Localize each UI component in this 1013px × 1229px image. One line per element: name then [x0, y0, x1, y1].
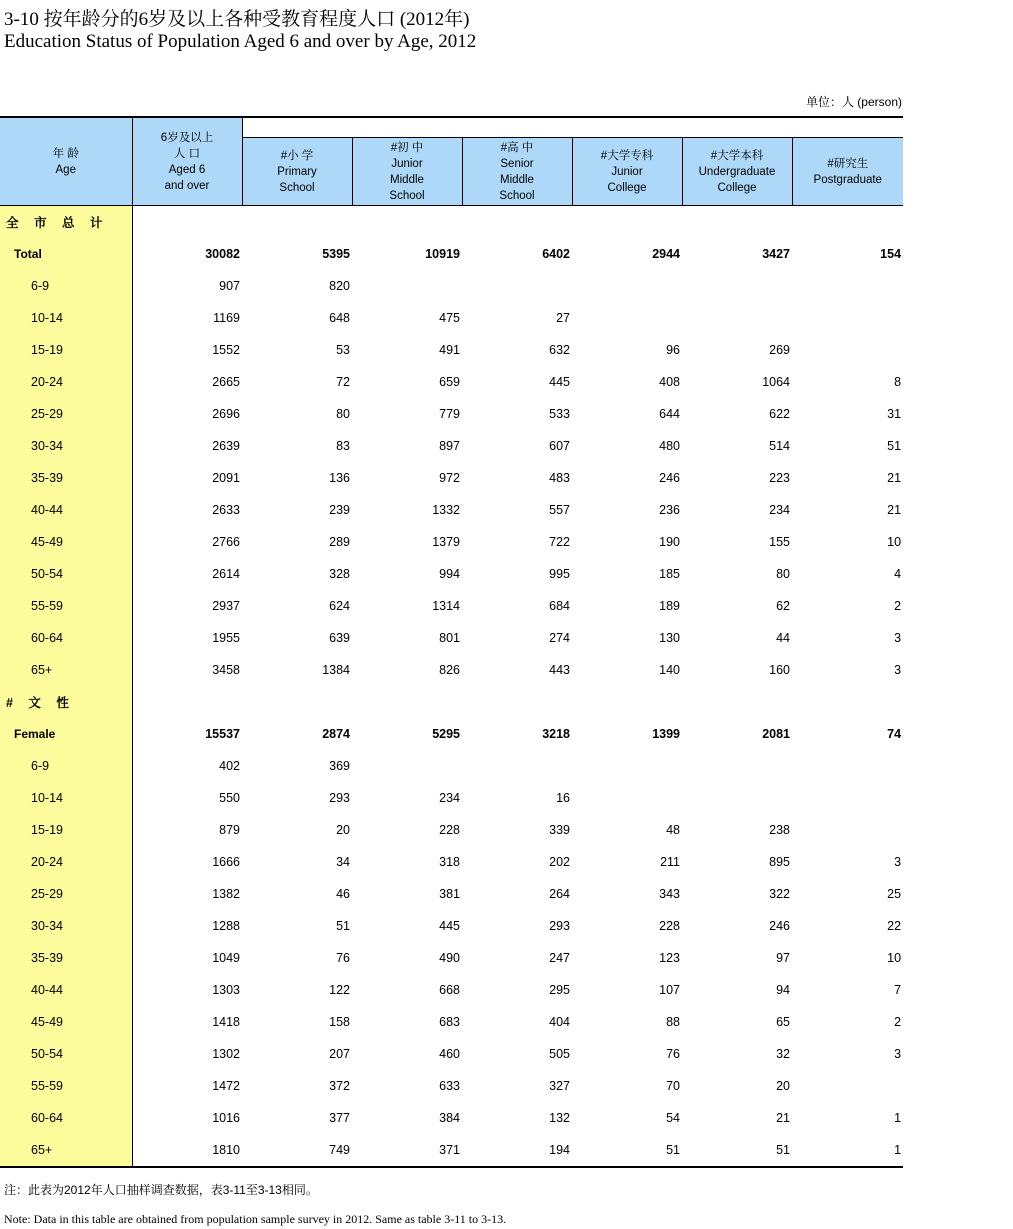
- value-cell: 25: [887, 887, 902, 901]
- value-cell: 1666: [212, 855, 240, 869]
- value-cell: 246: [769, 919, 790, 933]
- row-label: 6-9: [0, 750, 132, 782]
- value-cell: 644: [659, 407, 680, 421]
- value-cell: 76: [336, 951, 350, 965]
- value-cell: [462, 270, 572, 302]
- value-cell: [572, 302, 682, 334]
- value-cell: 550: [219, 791, 240, 805]
- value-cell: [242, 206, 352, 239]
- value-cell: 749: [242, 1134, 352, 1167]
- header-junior-college: #大学专科 Junior College: [572, 138, 682, 206]
- row-label: 25-29: [0, 398, 132, 430]
- value-cell: 122: [329, 983, 350, 997]
- value-cell: 480: [659, 439, 680, 453]
- value-cell: 96: [666, 343, 680, 357]
- value-cell: 339: [549, 823, 570, 837]
- value-cell: [682, 206, 792, 239]
- value-cell: 51: [887, 439, 902, 453]
- value-cell: 3: [894, 631, 902, 645]
- row-label: 20-24: [0, 846, 132, 878]
- value-cell: 21: [887, 471, 902, 485]
- table-row: [0, 526, 903, 558]
- value-cell: 190: [659, 535, 680, 549]
- value-cell: 211: [660, 855, 680, 869]
- data-table-container: [0, 116, 903, 1168]
- value-cell: 16: [556, 791, 570, 805]
- value-cell: 820: [329, 279, 350, 293]
- header-spacer: [242, 117, 903, 138]
- value-cell: 295: [549, 983, 570, 997]
- value-cell: 3: [894, 663, 902, 677]
- value-cell: 51: [572, 1134, 682, 1167]
- value-cell: 607: [549, 439, 570, 453]
- value-cell: 54: [666, 1111, 680, 1125]
- value-cell: 34: [336, 855, 350, 869]
- value-cell: 475: [439, 311, 460, 325]
- value-cell: 189: [659, 599, 680, 613]
- value-cell: 1314: [432, 599, 460, 613]
- value-cell: 1418: [212, 1015, 240, 1029]
- value-cell: 21: [887, 503, 902, 517]
- value-cell: 1955: [212, 631, 240, 645]
- table-row: [0, 622, 903, 654]
- value-cell: 633: [439, 1079, 460, 1093]
- value-cell: 490: [439, 951, 460, 965]
- value-cell: 27: [556, 311, 570, 325]
- table-row: [0, 782, 903, 814]
- value-cell: 779: [439, 407, 460, 421]
- value-cell: 2937: [212, 599, 240, 613]
- value-cell: 826: [439, 663, 460, 677]
- section-header-row: [0, 686, 903, 718]
- value-cell: 377: [329, 1111, 350, 1125]
- value-cell: 2081: [762, 727, 790, 741]
- value-cell: 65: [776, 1015, 790, 1029]
- row-label: 35-39: [0, 462, 132, 494]
- table-row: [0, 654, 903, 686]
- value-cell: 1332: [432, 503, 460, 517]
- value-cell: 2633: [212, 503, 240, 517]
- value-cell: [572, 782, 682, 814]
- value-cell: 10: [887, 951, 902, 965]
- value-cell: 202: [549, 855, 570, 869]
- table-row: [0, 814, 903, 846]
- value-cell: 80: [336, 407, 350, 421]
- value-cell: 322: [769, 887, 790, 901]
- value-cell: 879: [219, 823, 240, 837]
- value-cell: 289: [329, 535, 350, 549]
- value-cell: 21: [776, 1111, 790, 1125]
- row-label: 15-19: [0, 334, 132, 366]
- header-age: 年 龄 Age: [0, 117, 132, 206]
- value-cell: 44: [776, 631, 790, 645]
- value-cell: 648: [329, 311, 350, 325]
- table-row: [0, 974, 903, 1006]
- value-cell: 160: [769, 663, 790, 677]
- value-cell: 136: [329, 471, 350, 485]
- row-label: 25-29: [0, 878, 132, 910]
- row-label: 6-9: [0, 270, 132, 302]
- row-label: 60-64: [0, 1102, 132, 1134]
- table-row: [0, 270, 903, 302]
- value-cell: 371: [352, 1134, 462, 1167]
- value-cell: [352, 686, 462, 718]
- table-title-english: Education Status of Population Aged 6 and over by Age, 2012: [4, 31, 477, 52]
- value-cell: 132: [549, 1111, 570, 1125]
- value-cell: 624: [329, 599, 350, 613]
- value-cell: [792, 750, 903, 782]
- value-cell: 5395: [322, 247, 350, 261]
- value-cell: 1382: [212, 887, 240, 901]
- row-label: 55-59: [0, 590, 132, 622]
- row-label: Total: [0, 238, 132, 270]
- value-cell: 514: [769, 439, 790, 453]
- table-row: [0, 910, 903, 942]
- row-label: Female: [0, 718, 132, 750]
- value-cell: [682, 750, 792, 782]
- value-cell: 269: [769, 343, 790, 357]
- value-cell: 234: [769, 503, 790, 517]
- value-cell: 1552: [212, 343, 240, 357]
- value-cell: 1169: [213, 311, 240, 325]
- value-cell: 1399: [652, 727, 680, 741]
- table-row: [0, 1006, 903, 1038]
- value-cell: 234: [439, 791, 460, 805]
- value-cell: [682, 302, 792, 334]
- table-row: [0, 590, 903, 622]
- value-cell: [792, 1070, 903, 1102]
- row-label: 50-54: [0, 558, 132, 590]
- value-cell: 327: [549, 1079, 570, 1093]
- value-cell: 20: [336, 823, 350, 837]
- group-total-row: [0, 718, 903, 750]
- value-cell: 1064: [762, 375, 790, 389]
- value-cell: 639: [329, 631, 350, 645]
- value-cell: [792, 206, 903, 239]
- value-cell: [462, 686, 572, 718]
- value-cell: 228: [659, 919, 680, 933]
- unit-label: 单位：人 (person): [805, 95, 902, 109]
- row-label: 20-24: [0, 366, 132, 398]
- table-row: [0, 334, 903, 366]
- table-row: [0, 942, 903, 974]
- value-cell: 293: [329, 791, 350, 805]
- header-junior-middle-school: #初 中 Junior Middle School: [352, 138, 462, 206]
- value-cell: 722: [549, 535, 570, 549]
- value-cell: 402: [219, 759, 240, 773]
- value-cell: 622: [769, 407, 790, 421]
- value-cell: [572, 686, 682, 718]
- value-cell: 668: [439, 983, 460, 997]
- table-row: [0, 846, 903, 878]
- value-cell: 369: [329, 759, 350, 773]
- value-cell: 1: [792, 1134, 903, 1167]
- value-cell: 384: [439, 1111, 460, 1125]
- value-cell: 1384: [322, 663, 350, 677]
- value-cell: 293: [549, 919, 570, 933]
- table-row: [0, 462, 903, 494]
- row-label: 35-39: [0, 942, 132, 974]
- table-row: [0, 302, 903, 334]
- value-cell: 505: [549, 1047, 570, 1061]
- value-cell: 1303: [212, 983, 240, 997]
- value-cell: 48: [666, 823, 680, 837]
- value-cell: 1810: [132, 1134, 242, 1167]
- section-header-row: [0, 206, 903, 239]
- value-cell: 31: [887, 407, 902, 421]
- footnote-chinese: 注：此表为2012年人口抽样调查数据，表3-11至3-13相同。: [4, 1183, 318, 1197]
- value-cell: 2944: [652, 247, 680, 261]
- header-senior-middle-school: #高 中 Senior Middle School: [462, 138, 572, 206]
- value-cell: 443: [549, 663, 570, 677]
- value-cell: 445: [549, 375, 570, 389]
- value-cell: 6402: [542, 247, 570, 261]
- row-label: 45-49: [0, 1006, 132, 1038]
- value-cell: 995: [549, 567, 570, 581]
- value-cell: 94: [776, 983, 790, 997]
- value-cell: [792, 782, 903, 814]
- value-cell: 274: [549, 631, 570, 645]
- value-cell: 158: [329, 1015, 350, 1029]
- group-total-row: [0, 238, 903, 270]
- row-label: 65+: [0, 654, 132, 686]
- value-cell: 1472: [212, 1079, 240, 1093]
- value-cell: 20: [776, 1079, 790, 1093]
- value-cell: [352, 750, 462, 782]
- value-cell: 72: [336, 375, 350, 389]
- value-cell: 155: [769, 535, 790, 549]
- value-cell: 74: [887, 727, 902, 741]
- value-cell: 2766: [212, 535, 240, 549]
- value-cell: 1049: [212, 951, 240, 965]
- value-cell: 343: [659, 887, 680, 901]
- value-cell: 247: [549, 951, 570, 965]
- value-cell: 1: [894, 1111, 902, 1125]
- education-status-table: [0, 116, 903, 1168]
- value-cell: 557: [549, 503, 570, 517]
- value-cell: 88: [666, 1015, 680, 1029]
- table-row: [0, 430, 903, 462]
- value-cell: 632: [549, 343, 570, 357]
- value-cell: 445: [439, 919, 460, 933]
- table-title-chinese: 3-10 按年龄分的6岁及以上各种受教育程度人口 (2012年): [4, 9, 470, 30]
- value-cell: [462, 750, 572, 782]
- value-cell: 2: [894, 599, 902, 613]
- value-cell: 1288: [212, 919, 240, 933]
- row-label: # 文 性: [0, 686, 132, 718]
- value-cell: 130: [659, 631, 680, 645]
- value-cell: 51: [682, 1134, 792, 1167]
- value-cell: 236: [659, 503, 680, 517]
- value-cell: 8: [894, 375, 902, 389]
- value-cell: [572, 750, 682, 782]
- table-row: [0, 1070, 903, 1102]
- value-cell: [352, 270, 462, 302]
- value-cell: 3427: [762, 247, 790, 261]
- value-cell: 223: [769, 471, 790, 485]
- value-cell: 123: [659, 951, 680, 965]
- value-cell: [792, 686, 903, 718]
- value-cell: 53: [336, 343, 350, 357]
- value-cell: 318: [439, 855, 460, 869]
- value-cell: 907: [219, 279, 240, 293]
- value-cell: [132, 206, 242, 239]
- value-cell: 2665: [212, 375, 240, 389]
- value-cell: [792, 270, 903, 302]
- value-cell: 5295: [432, 727, 460, 741]
- value-cell: 994: [439, 567, 460, 581]
- value-cell: 372: [329, 1079, 350, 1093]
- value-cell: 460: [439, 1047, 460, 1061]
- value-cell: 76: [666, 1047, 680, 1061]
- value-cell: [352, 206, 462, 239]
- table-row: [0, 366, 903, 398]
- value-cell: 22: [887, 919, 902, 933]
- row-label: 30-34: [0, 910, 132, 942]
- value-cell: 2639: [212, 439, 240, 453]
- value-cell: 30082: [205, 247, 240, 261]
- header-undergraduate-college: #大学本科 Undergraduate College: [682, 138, 792, 206]
- value-cell: 4: [894, 567, 902, 581]
- value-cell: 46: [336, 887, 350, 901]
- value-cell: 972: [439, 471, 460, 485]
- value-cell: 659: [439, 375, 460, 389]
- value-cell: 246: [659, 471, 680, 485]
- value-cell: 328: [329, 567, 350, 581]
- value-cell: 107: [659, 983, 680, 997]
- value-cell: 1302: [212, 1047, 240, 1061]
- value-cell: 140: [659, 663, 680, 677]
- value-cell: 185: [659, 567, 680, 581]
- header-postgraduate: #研究生 Postgraduate: [792, 138, 903, 206]
- value-cell: 408: [659, 375, 680, 389]
- value-cell: 381: [439, 887, 460, 901]
- table-row: [0, 1134, 903, 1167]
- row-label: 10-14: [0, 302, 132, 334]
- value-cell: 3218: [542, 727, 570, 741]
- value-cell: 228: [439, 823, 460, 837]
- table-row: [0, 750, 903, 782]
- row-label: 30-34: [0, 430, 132, 462]
- row-label: 60-64: [0, 622, 132, 654]
- value-cell: 483: [549, 471, 570, 485]
- value-cell: 32: [776, 1047, 790, 1061]
- value-cell: 491: [439, 343, 460, 357]
- value-cell: 264: [549, 887, 570, 901]
- value-cell: [792, 814, 903, 846]
- table-body: [0, 206, 903, 1168]
- value-cell: [792, 334, 903, 366]
- value-cell: 7: [894, 983, 902, 997]
- table-row: [0, 558, 903, 590]
- table-row: [0, 878, 903, 910]
- value-cell: 238: [769, 823, 790, 837]
- value-cell: 404: [549, 1015, 570, 1029]
- value-cell: 3: [894, 1047, 902, 1061]
- row-label: 50-54: [0, 1038, 132, 1070]
- header-total-aged-6-and-over: 6岁及以上 人 口 Aged 6 and over: [132, 117, 242, 206]
- value-cell: 683: [439, 1015, 460, 1029]
- row-label: 45-49: [0, 526, 132, 558]
- value-cell: 2874: [322, 727, 350, 741]
- value-cell: 895: [769, 855, 790, 869]
- value-cell: [572, 206, 682, 239]
- table-row: [0, 1038, 903, 1070]
- value-cell: 10919: [425, 247, 460, 261]
- value-cell: [682, 270, 792, 302]
- value-cell: [242, 686, 352, 718]
- value-cell: 684: [549, 599, 570, 613]
- row-label: 40-44: [0, 974, 132, 1006]
- value-cell: [462, 206, 572, 239]
- value-cell: [572, 270, 682, 302]
- value-cell: 97: [776, 951, 790, 965]
- value-cell: 897: [439, 439, 460, 453]
- value-cell: [682, 686, 792, 718]
- value-cell: 2091: [212, 471, 240, 485]
- value-cell: 3458: [212, 663, 240, 677]
- row-label: 全 市 总 计: [0, 206, 132, 239]
- table-row: [0, 398, 903, 430]
- value-cell: 2696: [212, 407, 240, 421]
- value-cell: 62: [776, 599, 790, 613]
- table-row: [0, 494, 903, 526]
- value-cell: 239: [329, 503, 350, 517]
- value-cell: [792, 302, 903, 334]
- row-label: 10-14: [0, 782, 132, 814]
- value-cell: 207: [329, 1047, 350, 1061]
- footnote-english: Note: Data in this table are obtained from population sample survey in 2012. Same as table 3-11 to 3-13.: [4, 1212, 507, 1226]
- value-cell: 2: [894, 1015, 902, 1029]
- value-cell: 51: [336, 919, 350, 933]
- value-cell: 194: [462, 1134, 572, 1167]
- value-cell: [132, 686, 242, 718]
- value-cell: [682, 782, 792, 814]
- header-primary-school: #小 学 Primary School: [242, 138, 352, 206]
- value-cell: 15537: [205, 727, 240, 741]
- table-row: [0, 1102, 903, 1134]
- value-cell: 83: [336, 439, 350, 453]
- row-label: 65+: [0, 1134, 132, 1167]
- value-cell: 1016: [212, 1111, 240, 1125]
- value-cell: 10: [887, 535, 902, 549]
- value-cell: 80: [776, 567, 790, 581]
- value-cell: 801: [439, 631, 460, 645]
- value-cell: 70: [666, 1079, 680, 1093]
- value-cell: 533: [549, 407, 570, 421]
- row-label: 15-19: [0, 814, 132, 846]
- value-cell: 1379: [432, 535, 460, 549]
- value-cell: 154: [880, 247, 902, 261]
- row-label: 40-44: [0, 494, 132, 526]
- value-cell: 3: [894, 855, 902, 869]
- value-cell: 2614: [212, 567, 240, 581]
- row-label: 55-59: [0, 1070, 132, 1102]
